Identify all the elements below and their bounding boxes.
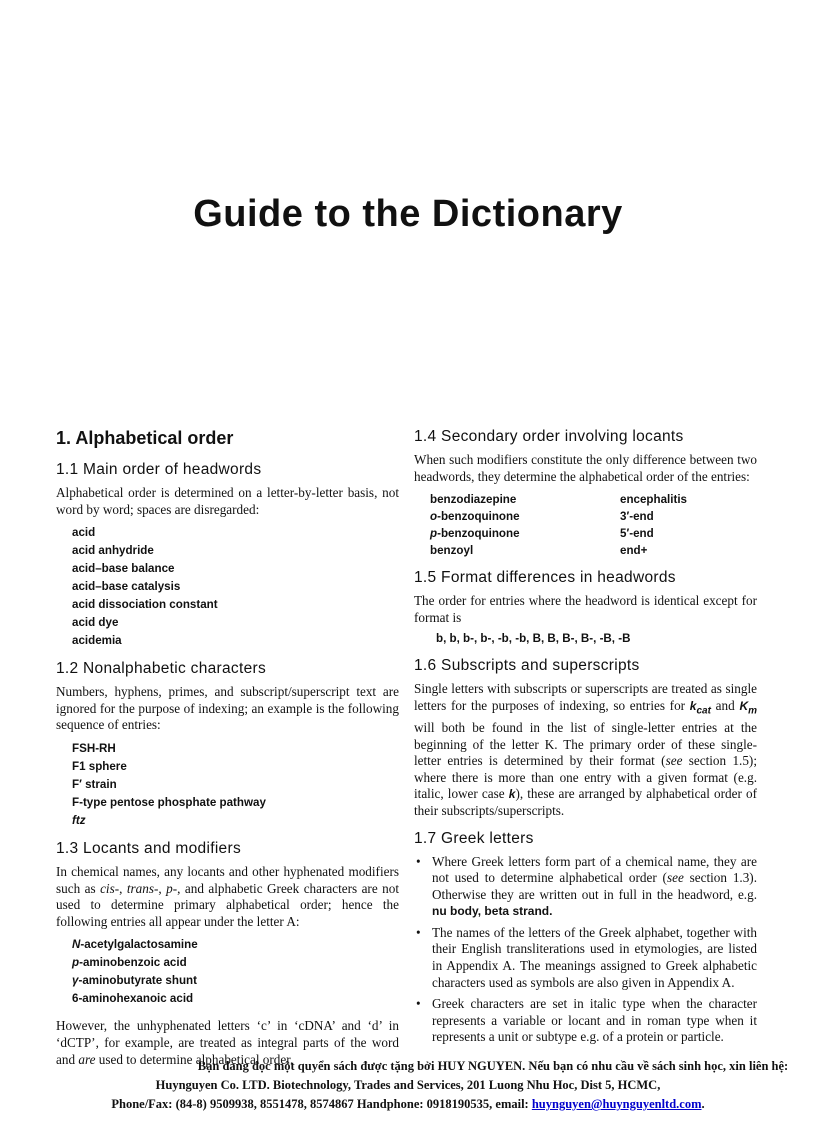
text-run: section 1.5); where there is more than one entry with a given format (e.g. italic, lower case [414, 753, 757, 802]
bullet-item: • Greek characters are set in italic type when the character represents a variable or locant and in roman type when it represents a unit or subtype e.g. of a protein or particle. [414, 996, 757, 1046]
subsection-heading-1-5: 1.5 Format differences in headwords [414, 569, 676, 587]
subsection-heading-1-3: 1.3 Locants and modifiers [56, 839, 241, 857]
footer-notice [0, 1057, 816, 1114]
subsection-heading-1-1: 1.1 Main order of headwords [56, 461, 262, 478]
entry-item [72, 954, 399, 972]
symbol-subscript: cat [696, 705, 711, 717]
entry-prefix: N [72, 938, 81, 952]
symbol-k: k [508, 787, 516, 802]
entry-item: acid anhydride [72, 544, 154, 558]
entry-prefix: p [430, 527, 438, 541]
entry-text: benzoyl [430, 544, 474, 558]
footer-contact: Phone/Fax: (84-8) 9509938, 8551478, 8574867 Handphone: 0918190535, email: [111, 1097, 532, 1111]
entry-item: F-type pentose phosphate pathway [72, 795, 266, 809]
page-title: Guide to the Dictionary [193, 193, 623, 235]
text-run-italic: cis- [100, 880, 120, 896]
text-run: section 1.3). Otherwise they are written out in full in the headword, e.g. [432, 870, 757, 902]
entry-item: 3′-end [620, 510, 654, 524]
entry-text: -benzoquinone [437, 527, 520, 541]
text-run: In chemical names, any locants and other hyphenated modifiers such as [56, 863, 399, 896]
text-run: , [119, 880, 127, 896]
subsection-heading-1-7: 1.7 Greek letters [414, 829, 534, 847]
paragraph-1-3 [56, 864, 399, 930]
symbol-letter: k [689, 698, 697, 713]
entry-prefix: o [430, 510, 438, 524]
subsection-heading-1-4: 1.4 Secondary order involving locants [414, 428, 684, 445]
section-heading-alphabetical-order: 1. Alphabetical order [56, 428, 234, 448]
entry-item: acid dissociation constant [72, 598, 218, 612]
entry-text: 6-aminohexanoic acid [72, 992, 194, 1006]
paragraph-1-5: The order for entries where the headword is identical except for format is [414, 593, 757, 625]
symbol-letter: K [739, 698, 749, 713]
entry-list-1-1 [56, 524, 399, 650]
left-column [56, 428, 399, 1074]
entry-prefix: γ [72, 974, 79, 988]
entry-item: acid [72, 526, 96, 540]
entry-item: ftz [72, 813, 86, 827]
entry-item [72, 936, 399, 954]
text-run-italic: see [666, 870, 684, 886]
entry-item [430, 491, 620, 508]
entry-item [72, 972, 399, 990]
entry-list-1-3 [56, 936, 399, 1008]
entry-text: -aminobenzoic acid [79, 956, 187, 970]
entry-prefix: p [72, 956, 80, 970]
example-headwords: nu body, beta strand. [432, 904, 553, 919]
paragraph-1-1: Alphabetical order is determined on a letter-by-letter basis, not word by word; spaces are disregarded: [56, 485, 399, 517]
entry-item: acidemia [72, 634, 122, 648]
text-run: Single letters with subscripts or superscripts are treated as single letters for the purposes of indexing, so entries for [414, 681, 757, 713]
bullet-item: • The names of the letters of the Greek alphabet, together with their English transliterations used in etymologies, are listed in Appendix A. The meanings assigned to Greek alphabetic characters used as symbols are also given in Appendix A. [414, 925, 757, 991]
text-run-italic: trans- [126, 880, 159, 896]
entry-item: FSH-RH [72, 741, 116, 755]
entry-item: F1 sphere [72, 759, 127, 773]
text-run-italic: see [665, 753, 683, 769]
paragraph-1-4: When such modifiers constitute the only difference between two headwords, they determine the alphabetical order of the entries: [414, 452, 757, 484]
entry-item: F′ strain [72, 777, 117, 791]
entry-item [430, 525, 620, 542]
bullet-item [414, 854, 757, 920]
text-run: Where Greek letters form part of a chemical name, they are not used to determine alphabetical order ( [432, 853, 757, 886]
entry-item: encephalitis [620, 493, 688, 507]
text-run: , and alphabetic Greek characters are not used to determine primary alphabetical order; hence the following entries all appear under the letter A: [56, 880, 399, 929]
entry-item: 5′-end [620, 527, 654, 541]
symbol-km [739, 698, 758, 717]
entry-item: acid–base balance [72, 562, 175, 576]
paragraph-1-2: Numbers, hyphens, primes, and subscript/superscript text are ignored for the purpose of indexing; an example is the following sequence of entries: [56, 684, 399, 733]
entry-list-1-2 [56, 740, 399, 830]
footer-line-3 [0, 1095, 816, 1114]
footer-line-1: Bạn đang đọc một quyển sách được tặng bởi HUY NGUYEN. Nếu bạn có nhu cầu về sách sinh học, xin liên hệ: [197, 1059, 789, 1073]
entry-item [430, 508, 620, 525]
entry-item [430, 542, 620, 559]
entry-item: acid dye [72, 616, 119, 630]
text-run: and [710, 697, 740, 713]
text-run-italic: p- [166, 880, 178, 896]
entry-text: -benzoquinone [437, 510, 520, 524]
email-link[interactable]: huynguyen@huynguyenltd.com [531, 1097, 702, 1111]
entry-grid-1-4 [414, 491, 757, 559]
entry-text: -acetylgalactosamine [80, 938, 198, 952]
format-order-list: b, b, b-, b-, -b, -b, B, B, B-, B-, -B, -B [436, 632, 631, 646]
entry-text: -aminobutyrate shunt [78, 974, 197, 988]
text-run: ), these are arranged by alphabetical order of their subscripts/superscripts. [414, 786, 757, 818]
symbol-subscript: m [748, 705, 758, 717]
text-run: used to determine alphabetical order. [95, 1051, 294, 1067]
text-run-italic: are [78, 1051, 96, 1067]
subsection-heading-1-2: 1.2 Nonalphabetic characters [56, 660, 267, 678]
symbol-kcat [689, 698, 711, 717]
footer-line-2: Huynguyen Co. LTD. Biotechnology, Trades and Services, 201 Luong Nhu Hoc, Dist 5, HCMC, [155, 1078, 661, 1092]
paragraph-1-6 [414, 681, 757, 819]
entry-text: benzodiazepine [430, 493, 517, 507]
bullet-list-1-7 [414, 854, 757, 1047]
entry-item [72, 990, 399, 1008]
entry-item: end+ [620, 544, 648, 558]
subsection-heading-1-6: 1.6 Subscripts and superscripts [414, 657, 640, 675]
entry-item: acid–base catalysis [72, 580, 181, 594]
text-run: will both be found in the list of single-letter entries at the beginning of the letter K. The primary order of these single-letter entries is determined by their format ( [414, 719, 757, 769]
right-column [414, 428, 757, 1051]
text-run: , [158, 880, 167, 896]
footer-tail: . [701, 1097, 705, 1111]
text-run: However, the unhyphenated letters ‘c’ in ‘cDNA’ and ‘d’ in ‘dCTP’, for example, are treated as integral parts of the word and [56, 1018, 399, 1067]
